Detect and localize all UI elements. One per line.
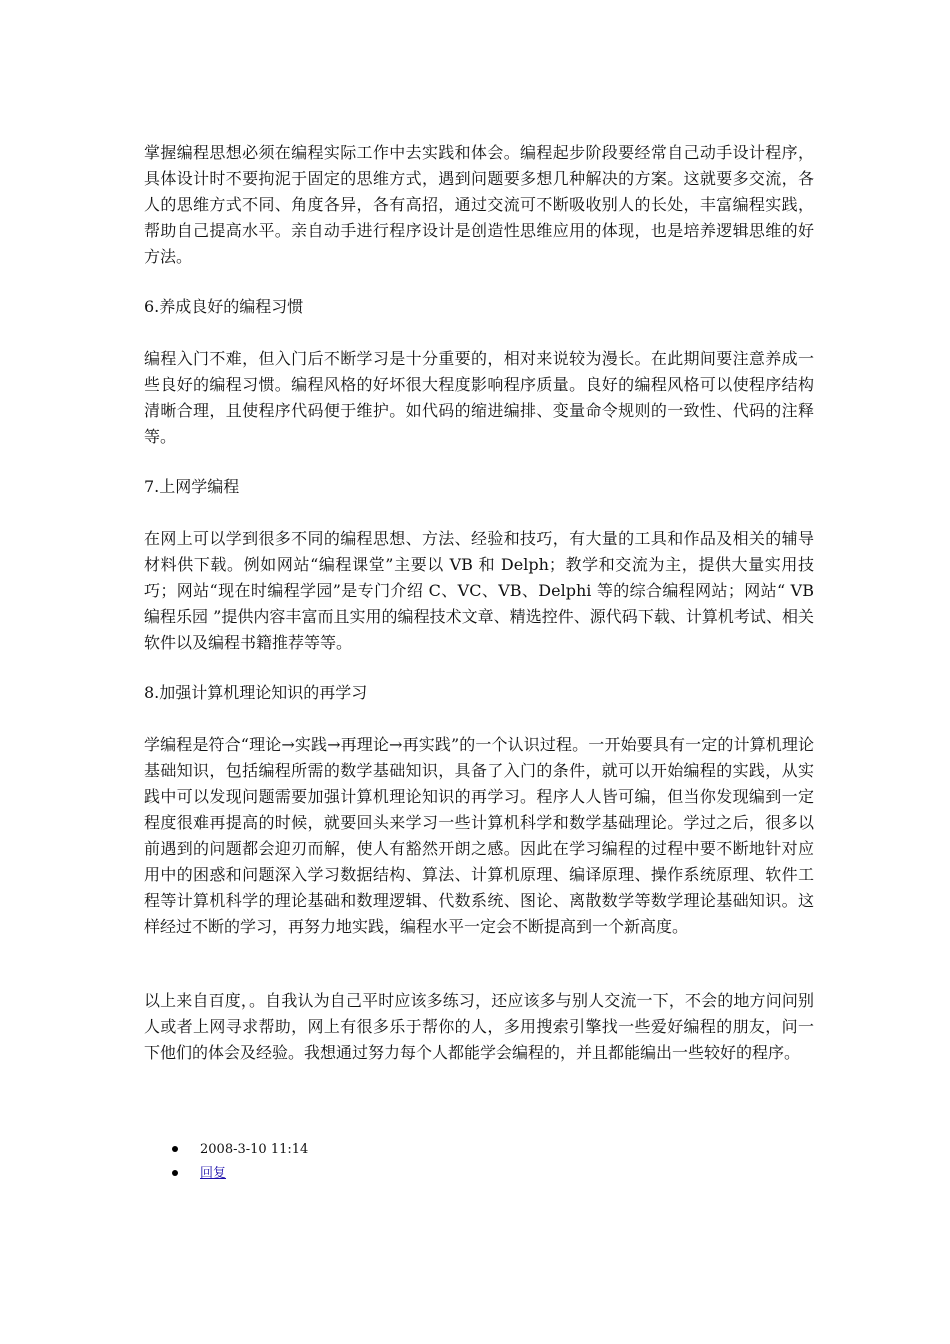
bullet-icon [172,1170,178,1176]
post-meta-list [172,1138,308,1186]
section-6-heading: 6.养成良好的编程习惯 [144,297,304,316]
section-8-heading: 8.加强计算机理论知识的再学习 [144,683,368,702]
section-7-heading: 7.上网学编程 [144,477,240,496]
section-7-body: 在网上可以学到很多不同的编程思想、方法、经验和技巧，有大量的工具和作品及相关的辅导材料供下载。例如网站“编程课堂”主要以 VB 和 Delph；教学和交流为主，提供大量实用技巧；网站“现在时编程学园”是专门介绍 C、VC、VB、Delphi 等的综合编程网站；网站“ VB 编程乐园 ”提供内容丰富而且实用的编程技术文章、精选控件、源代码下载、计算机考试、相关软件以及编程书籍推荐等等。 [144,529,814,652]
intro-paragraph: 掌握编程思想必须在编程实际工作中去实践和体会。编程起步阶段要经常自己动手设计程序，具体设计时不要拘泥于固定的思维方式，遇到问题要多想几种解决的方案。这就要多交流，各人的思维方式不同、角度各异，各有高招，通过交流可不断吸收别人的长处，丰富编程实践，帮助自己提高水平。亲自动手进行程序设计是创造性思维应用的体现，也是培养逻辑思维的好方法。 [144,143,814,266]
closing-paragraph: 以上来自百度，。自我认为自己平时应该多练习，还应该多与别人交流一下，不会的地方问问别人或者上网寻求帮助，网上有很多乐于帮你的人，多用搜索引擎找一些爱好编程的朋友，问一下他们的体会及经验。我想通过努力每个人都能学会编程的，并且都能编出一些较好的程序。 [144,991,814,1062]
reply-item [172,1162,308,1186]
section-8-body: 学编程是符合“理论→实践→再理论→再实践”的一个认识过程。一开始要具有一定的计算机理论基础知识，包括编程所需的数学基础知识，具备了入门的条件，就可以开始编程的实践，从实践中可以发现问题需要加强计算机理论知识的再学习。程序人人皆可编，但当你发现编到一定程度很难再提高的时候，就要回头来学习一些计算机科学和数学基础理论。学过之后，很多以前遇到的问题都会迎刃而解，使人有豁然开朗之感。因此在学习编程的过程中要不断地针对应用中的困惑和问题深入学习数据结构、算法、计算机原理、编译原理、操作系统原理、软件工程等计算机科学的理论基础和数理逻辑、代数系统、图论、离散数学等数学理论基础知识。这样经过不断的学习，再努力地实践，编程水平一定会不断提高到一个新高度。 [144,735,814,936]
timestamp-item [172,1138,308,1162]
reply-link[interactable]: 回复 [200,1166,227,1181]
section-6-body: 编程入门不难，但入门后不断学习是十分重要的，相对来说较为漫长。在此期间要注意养成一些良好的编程习惯。编程风格的好坏很大程度影响程序质量。良好的编程风格可以使程序结构清晰合理，且使程序代码便于维护。如代码的缩进编排、变量命令规则的一致性、代码的注释等。 [144,349,814,446]
article-body [144,140,814,1090]
bullet-icon [172,1146,178,1152]
post-timestamp: 2008-3-10 11:14 [200,1142,309,1157]
